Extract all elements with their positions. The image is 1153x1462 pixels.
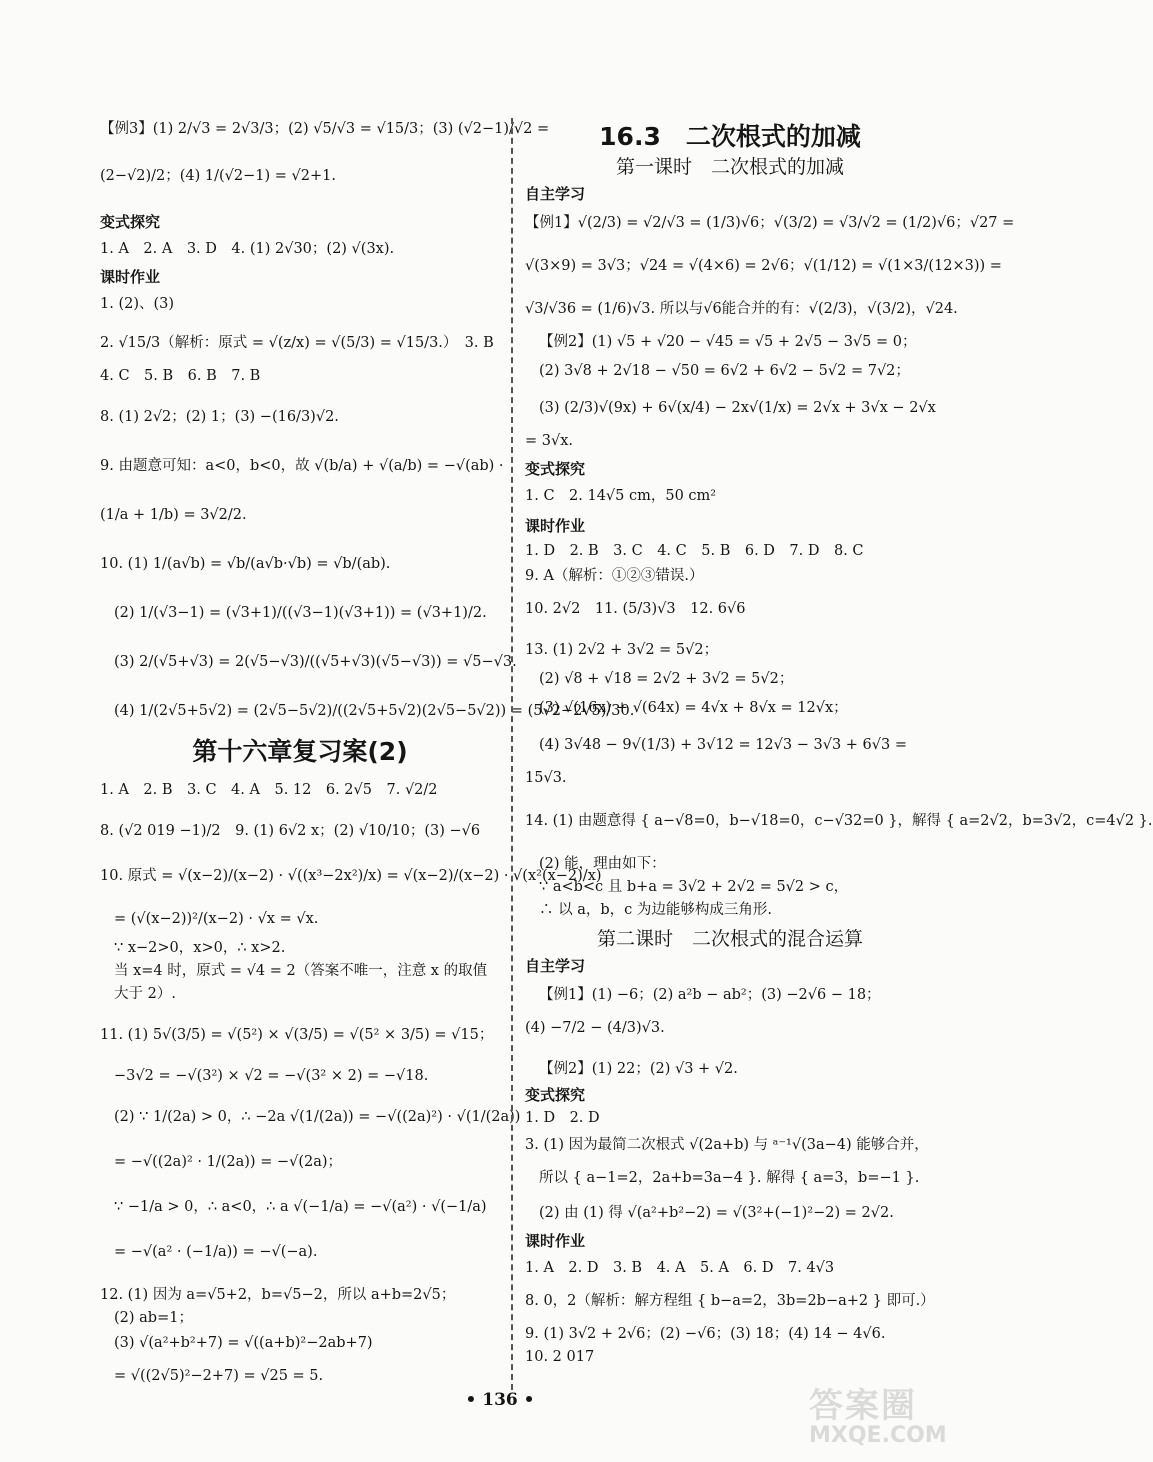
answer-line: 9. (1) 3√2 + 2√6；(2) −√6；(3) 18；(4) 14 − 4√6. [525, 1326, 886, 1342]
answer-line: 14. (1) 由题意得 { a−√8=0，b−√18=0，c−√32=0 }，解得 { a=2√2，b=3√2，c=4√2 }. [525, 813, 1153, 829]
answer-line: 13. (1) 2√2 + 3√2 = 5√2； [525, 642, 719, 658]
answer-line: (2) √8 + √18 = 2√2 + 3√2 = 5√2； [539, 671, 794, 687]
answer-line: 大于 2）. [114, 986, 176, 1002]
answer-line: ∴ 以 a，b，c 为边能够构成三角形. [539, 902, 772, 918]
section-heading: 自主学习 [525, 957, 586, 975]
answer-line: 1. A 2. B 3. C 4. A 5. 12 6. 2√5 7. √2/2 [100, 782, 438, 798]
section-heading: 变式探究 [525, 1086, 586, 1104]
answer-line: = √((2√5)²−2+7) = √25 = 5. [114, 1368, 324, 1384]
section-heading: 课时作业 [100, 268, 161, 286]
answer-line: 1. A 2. A 3. D 4. (1) 2√30；(2) √(3x). [100, 241, 395, 257]
answer-line: (2−√2)/2；(4) 1/(√2−1) = √2+1. [100, 168, 336, 184]
answer-line: (3) √(a²+b²+7) = √((a+b)²−2ab+7) [114, 1335, 373, 1351]
answer-line: −3√2 = −√(3²) × √2 = −√(3² × 2) = −√18. [114, 1068, 429, 1084]
answer-line: (2) ab=1； [114, 1310, 193, 1326]
answer-line: 8. (1) 2√2；(2) 1；(3) −(16/3)√2. [100, 409, 339, 425]
answer-line: 【例1】√(2/3) = √2/√3 = (1/3)√6；√(3/2) = √3/√2 = (1/2)√6；√27 = [525, 215, 1015, 231]
lesson-title: 第一课时 二次根式的加减 [615, 156, 844, 178]
answer-line: 【例1】(1) −6；(2) a²b − ab²；(3) −2√6 − 18； [539, 987, 881, 1003]
page-number: • 136 • [465, 1390, 535, 1410]
answer-line: (3) 2/(√5+√3) = 2(√5−√3)/((√5+√3)(√5−√3)) = √5−√3. [114, 654, 517, 670]
answer-line: (3) √(16x) + √(64x) = 4√x + 8√x = 12√x； [539, 700, 848, 716]
answer-line: (4) 1/(2√5+5√2) = (2√5−5√2)/((2√5+5√2)(2√5−5√2)) = (5√2−2√5)/30. [114, 703, 635, 719]
right-column [525, 120, 1153, 1367]
answer-line: 12. (1) 因为 a=√5+2，b=√5−2，所以 a+b=2√5； [100, 1287, 456, 1303]
answer-line: (4) −7/2 − (4/3)√3. [525, 1020, 665, 1036]
answer-line: 【例2】(1) 22；(2) √3 + √2. [539, 1061, 738, 1077]
answer-line: = 3√x. [525, 433, 574, 449]
answer-line: ∵ a<b<c 且 b+a = 3√2 + 2√2 = 5√2 > c， [539, 879, 849, 895]
answer-line: (1/a + 1/b) = 3√2/2. [100, 507, 247, 523]
answer-line: 4. C 5. B 6. B 7. B [100, 368, 261, 384]
answer-line: (3) (2/3)√(9x) + 6√(x/4) − 2x√(1/x) = 2√x + 3√x − 2√x [539, 400, 936, 416]
answer-line: 1. A 2. D 3. B 4. A 5. A 6. D 7. 4√3 [525, 1260, 835, 1276]
column-divider [511, 118, 513, 1390]
answer-line: 8. 0，2（解析：解方程组 { b−a=2，3b=2b−a+2 } 即可.） [525, 1293, 935, 1309]
watermark-logo: 答案圈 MXQE.COM [809, 1386, 947, 1448]
section-heading: 自主学习 [525, 185, 586, 203]
answer-line: 3. (1) 因为最简二次根式 √(2a+b) 与 ᵃ⁻¹√(3a−4) 能够合并， [525, 1137, 929, 1153]
answer-line: (4) 3√48 − 9√(1/3) + 3√12 = 12√3 − 3√3 + 6√3 = [539, 737, 907, 753]
answer-line: 2. √15/3（解析：原式 = √(z/x) = √(5/3) = √15/3.） 3. B [100, 335, 494, 351]
chapter-title: 16.3 二次根式的加减 [599, 122, 861, 151]
answer-line: 8. (√2 019 −1)/2 9. (1) 6√2 x；(2) √10/10；(3) −√6 [100, 823, 481, 839]
answer-line: 1. D 2. D [525, 1110, 600, 1126]
answer-line: = −√(a² · (−1/a)) = −√(−a). [114, 1244, 318, 1260]
answer-line: 1. D 2. B 3. C 4. C 5. B 6. D 7. D 8. C [525, 543, 864, 559]
answer-line: ∵ −1/a > 0，∴ a<0，∴ a √(−1/a) = −√(a²) · √(−1/a) [114, 1199, 487, 1215]
answer-line: = (√(x−2))²/(x−2) · √x = √x. [114, 911, 319, 927]
answer-line: 1. C 2. 14√5 cm，50 cm² [525, 488, 717, 504]
answer-line: 10. 2√2 11. (5/3)√3 12. 6√6 [525, 601, 746, 617]
answer-line: 当 x=4 时，原式 = √4 = 2（答案不唯一，注意 x 的取值 [114, 963, 488, 979]
answer-line: 10. 2 017 [525, 1349, 595, 1365]
answer-line: 【例2】(1) √5 + √20 − √45 = √5 + 2√5 − 3√5 = 0； [539, 334, 917, 350]
answer-line: 9. A（解析：①②③错误.） [525, 568, 704, 584]
answer-line: (2) 能，理由如下： [539, 856, 666, 872]
answer-line: = −√((2a)² · 1/(2a)) = −√(2a)； [114, 1154, 343, 1170]
answer-line: 【例3】(1) 2/√3 = 2√3/3；(2) √5/√3 = √15/3；(3) (√2−1)/√2 = [100, 121, 550, 137]
section-heading: 课时作业 [525, 1232, 586, 1250]
answer-line: 9. 由题意可知：a<0，b<0，故 √(b/a) + √(a/b) = −√(ab) · [100, 458, 504, 474]
answer-line: √(3×9) = 3√3；√24 = √(4×6) = 2√6；√(1/12) = √(1×3/(12×3)) = [525, 258, 1002, 274]
answer-line: √3/√36 = (1/6)√3. 所以与√6能合并的有：√(2/3)，√(3/2)，√24. [525, 301, 958, 317]
answer-line: (2) 1/(√3−1) = (√3+1)/((√3−1)(√3+1)) = (√3+1)/2. [114, 605, 487, 621]
answer-line: 10. (1) 1/(a√b) = √b/(a√b·√b) = √b/(ab). [100, 556, 391, 572]
chapter-title: 第十六章复习案(2) [192, 737, 408, 766]
answer-line: ∵ x−2>0，x>0，∴ x>2. [114, 940, 286, 956]
answer-line: (2) 由 (1) 得 √(a²+b²−2) = √(3²+(−1)²−2) = 2√2. [539, 1205, 894, 1221]
lesson-title: 第二课时 二次根式的混合运算 [596, 928, 863, 950]
answer-line: 10. 原式 = √(x−2)/(x−2) · √((x³−2x²)/x) = √(x−2)/(x−2) · √(x²(x−2)/x) [100, 868, 602, 884]
section-heading: 变式探究 [100, 213, 161, 231]
answer-line: 1. (2)、(3) [100, 296, 175, 312]
section-heading: 课时作业 [525, 517, 586, 535]
section-heading: 变式探究 [525, 460, 586, 478]
answer-line: 15√3. [525, 770, 567, 786]
answer-line: 所以 { a−1=2，2a+b=3a−4 }. 解得 { a=3，b=−1 }. [539, 1170, 920, 1186]
answer-line: 11. (1) 5√(3/5) = √(5²) × √(3/5) = √(5² × 3/5) = √15； [100, 1027, 494, 1043]
answer-line: (2) 3√8 + 2√18 − √50 = 6√2 + 6√2 − 5√2 = 7√2； [539, 363, 910, 379]
answer-line: (2) ∵ 1/(2a) > 0，∴ −2a √(1/(2a)) = −√((2a)²) · √(1/(2a)) [114, 1109, 521, 1125]
